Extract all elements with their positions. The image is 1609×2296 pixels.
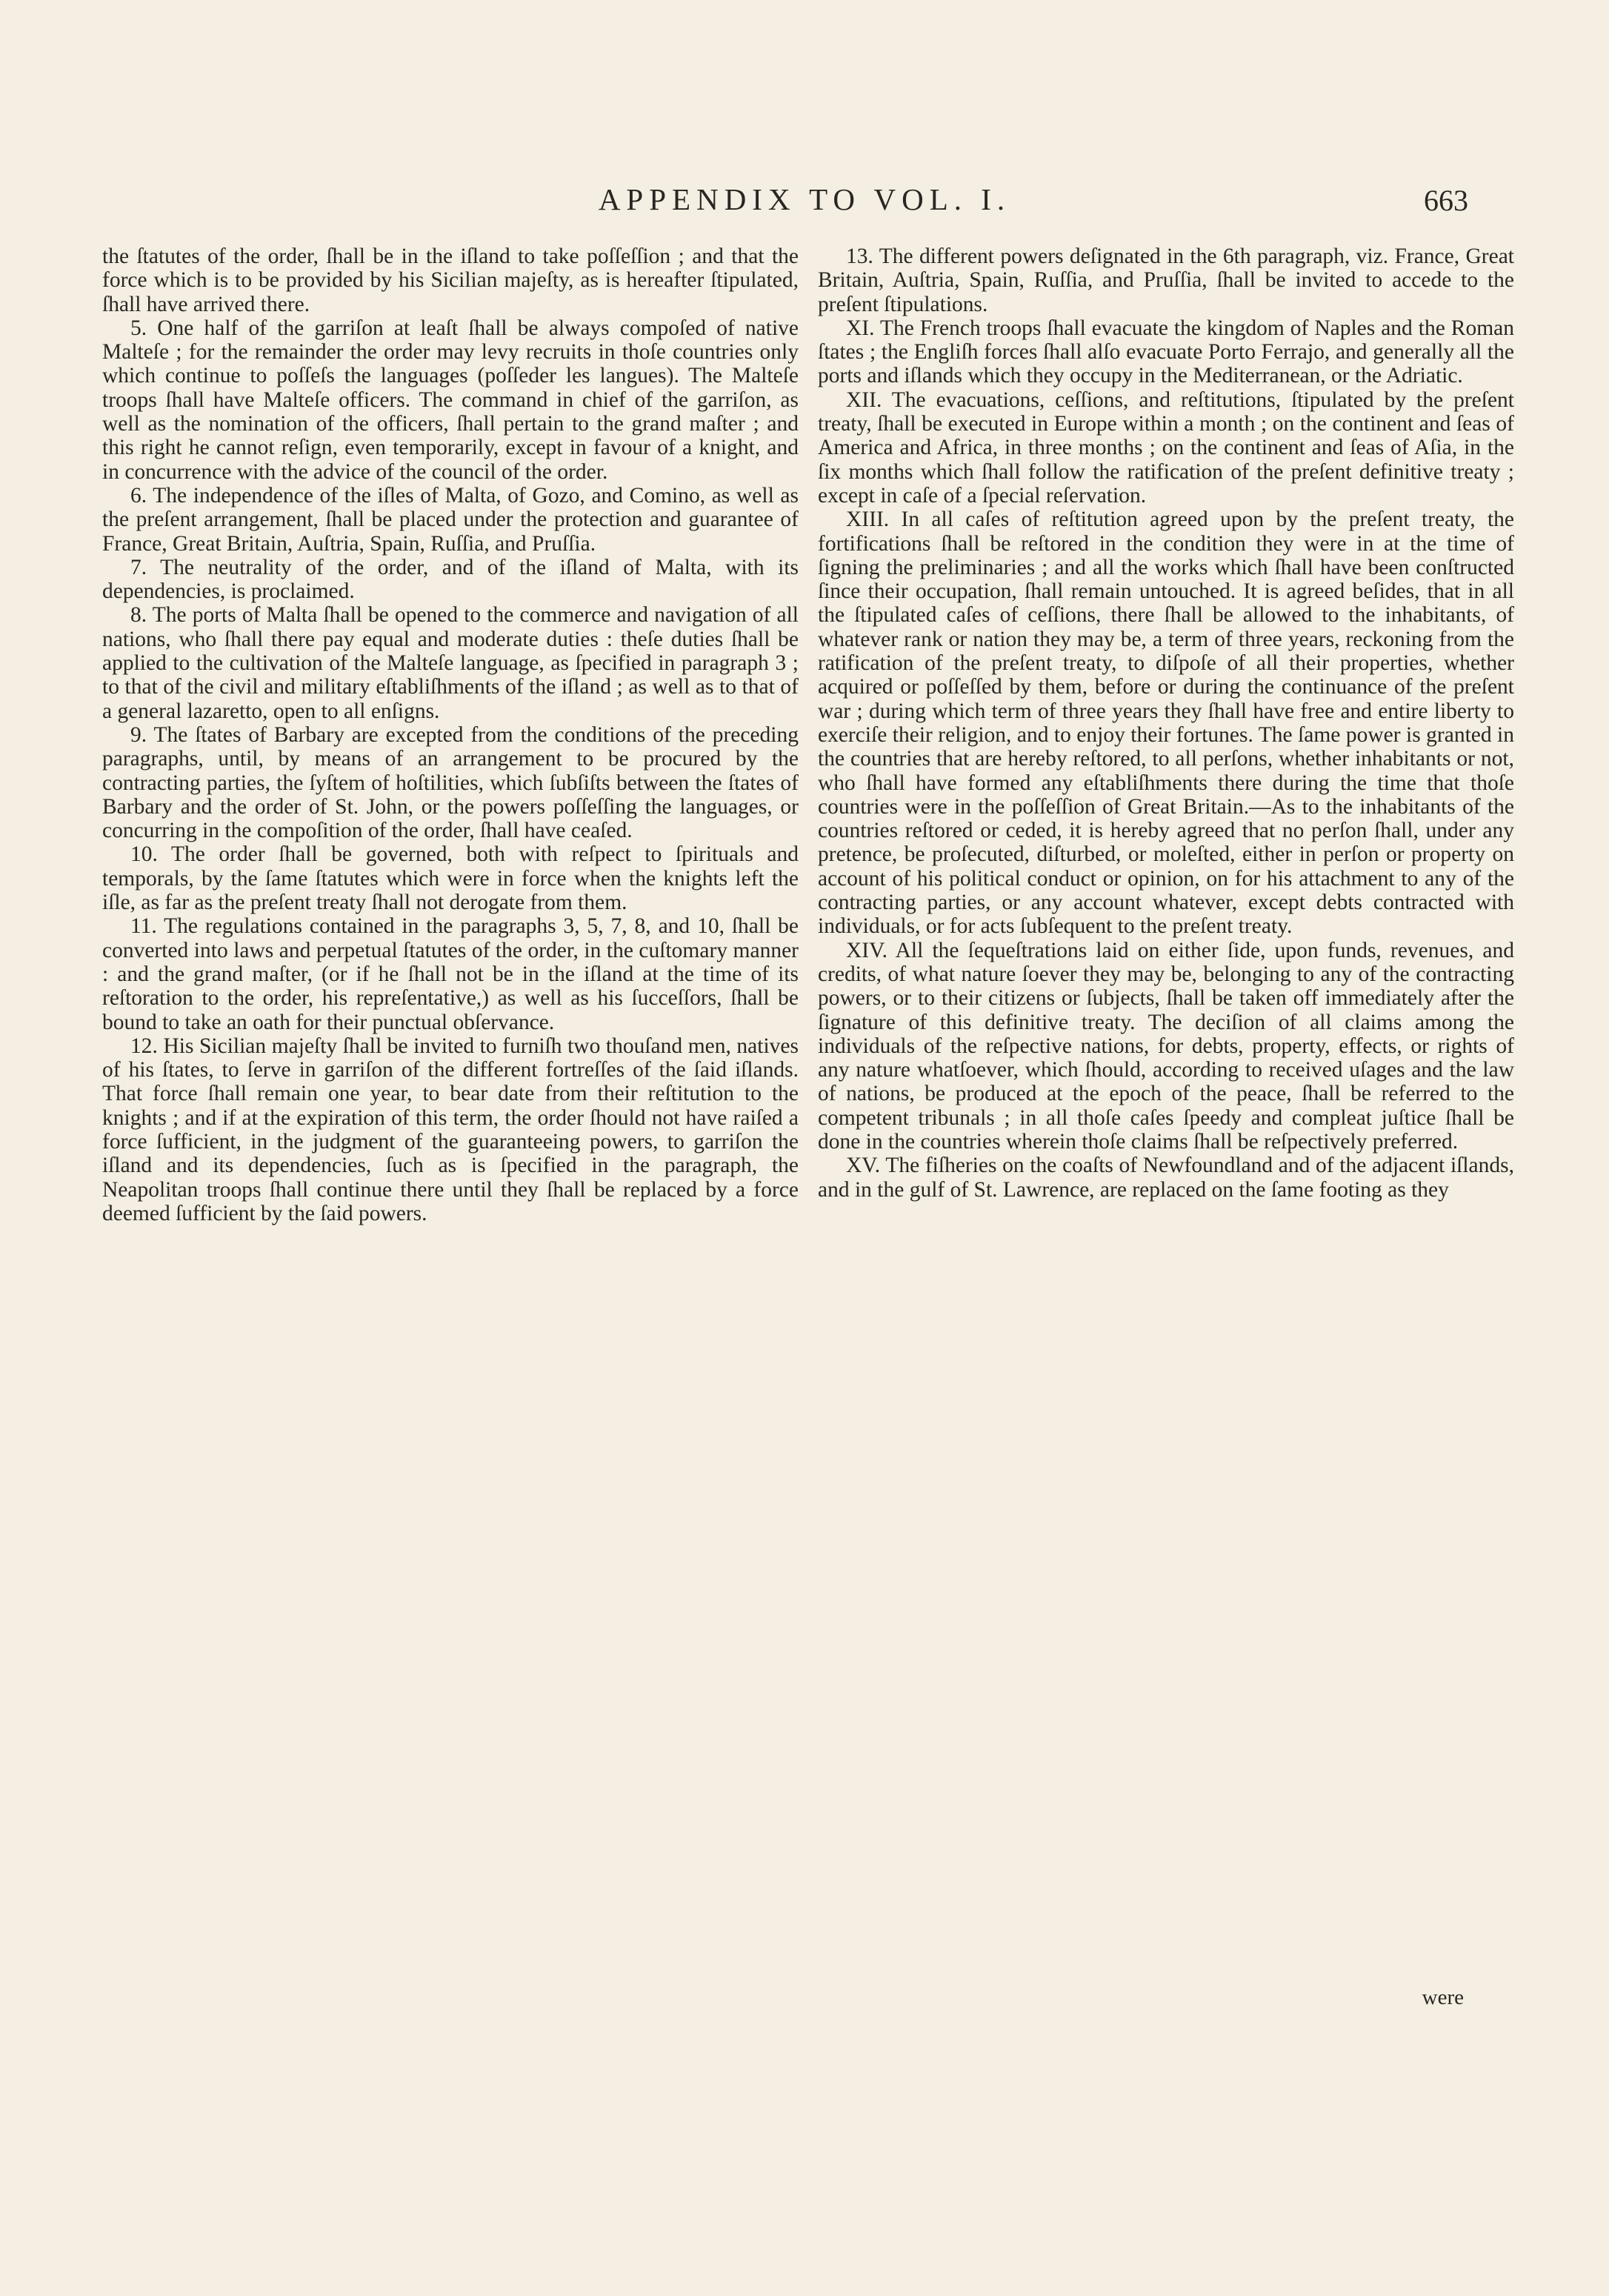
left-column [102, 244, 799, 1225]
paragraph: XV. The fiſheries on the coaſts of Newfoundland and of the adjacent iſlands, and in the gulf of St. Lawrence, are replaced on the ſame footing as they [818, 1154, 1514, 1202]
catchword: were [1422, 1986, 1464, 2009]
paragraph: 6. The independence of the iſles of Malta, of Gozo, and Comino, as well as the preſent arrangement, ſhall be placed under the protection and guarantee of France, Great Britain, Auſtria, Spain, Ruſſia, and Pruſſia. [102, 483, 799, 556]
paragraph: the ſtatutes of the order, ſhall be in the iſland to take poſſeſſion ; and that the force which is to be provided by his Sicilian majeſty, as is hereafter ſtipulated, ſhall have arrived there. [102, 244, 799, 316]
running-title: APPENDIX TO VOL. I. [598, 182, 1011, 216]
right-column [818, 244, 1514, 1202]
paragraph: 11. The regulations contained in the paragraphs 3, 5, 7, 8, and 10, ſhall be converted into laws and perpetual ſtatutes of the order, in the cuſtomary manner : and the grand maſter, (or if he ſhall not be in the iſland at the time of its reſtoration to the order, his repreſentative,) as well as his ſucceſſors, ſhall be bound to take an oath for their punctual obſervance. [102, 914, 799, 1034]
page-header [0, 182, 1609, 226]
paragraph: XIII. In all caſes of reſtitution agreed upon by the preſent treaty, the fortifications ſhall be reſtored in the condition they were in at the time of ſigning the preliminaries ; and all the works which ſhall have been conſtructed ſince their occupation, ſhall remain untouched. It is agreed beſides, that in all the ſtipulated caſes of ceſſions, there ſhall be allowed to the inhabitants, of whatever rank or nation they may be, a term of three years, reckoning from the ratification of the preſent treaty, to diſpoſe of all their properties, whether acquired or poſſeſſed by them, before or during the continuance of the preſent war ; during which term of three years they ſhall have free and entire liberty to exerciſe their religion, and to enjoy their fortunes. The ſame power is granted in the countries that are hereby reſtored, to all perſons, whether inhabitants or not, who ſhall have formed any eſtabliſhments there during the time that thoſe countries were in the poſſeſſion of Great Britain.—As to the inhabitants of the countries reſtored or ceded, it is hereby agreed that no perſon ſhall, under any pretence, be proſecuted, diſturbed, or moleſted, either in perſon or property on account of his political conduct or opinion, on for his attachment to any of the contracting parties, or any account whatever, except debts contracted with individuals, or for acts ſubſequent to the preſent treaty. [818, 508, 1514, 939]
paragraph: XIV. All the ſequeſtrations laid on either ſide, upon funds, revenues, and credits, of what nature ſoever they may be, belonging to any of the contracting powers, or to their citizens or ſubjects, ſhall be taken off immediately after the ſignature of this definitive treaty. The deciſion of all claims among the individuals of the reſpective nations, for debts, property, effects, or rights of any nature whatſoever, which ſhould, according to received uſages and the law of nations, be produced at the epoch of the peace, ſhall be referred to the competent tribunals ; in all thoſe caſes ſpeedy and compleat juſtice ſhall be done in the countries wherein thoſe claims ſhall be reſpectively preferred. [818, 938, 1514, 1154]
page-number: 663 [1424, 184, 1468, 217]
paragraph: 5. One half of the garriſon at leaſt ſhall be always compoſed of native Malteſe ; for the remainder the order may levy recruits in thoſe countries only which continue to poſſeſs the languages (poſſeder les langues). The Malteſe troops ſhall have Malteſe officers. The command in chief of the garriſon, as well as the nomination of the officers, ſhall pertain to the grand maſter ; and this right he cannot reſign, even temporarily, except in favour of a knight, and in concurrence with the advice of the council of the order. [102, 316, 799, 484]
paragraph: 12. His Sicilian majeſty ſhall be invited to furniſh two thouſand men, natives of his ſtates, to ſerve in garriſon of the different fortreſſes of the ſaid iſlands. That force ſhall remain one year, to bear date from their reſtitution to the knights ; and if at the expiration of this term, the order ſhould not have raiſed a force ſufficient, in the judgment of the guaranteeing powers, to garriſon the iſland and its dependencies, ſuch as is ſpecified in the paragraph, the Neapolitan troops ſhall continue there until they ſhall be replaced by a force deemed ſufficient by the ſaid powers. [102, 1034, 799, 1225]
paragraph: XII. The evacuations, ceſſions, and reſtitutions, ſtipulated by the preſent treaty, ſhall be executed in Europe within a month ; on the continent and ſeas of America and Africa, in three months ; on the continent and ſeas of Aſia, in the ſix months which ſhall follow the ratification of the preſent definitive treaty ; except in caſe of a ſpecial reſervation. [818, 387, 1514, 508]
paragraph: 10. The order ſhall be governed, both with reſpect to ſpirituals and temporals, by the ſame ſtatutes which were in force when the knights left the iſle, as far as the preſent treaty ſhall not derogate from them. [102, 842, 799, 915]
paragraph: 8. The ports of Malta ſhall be opened to the commerce and navigation of all nations, who ſhall there pay equal and moderate duties : theſe duties ſhall be applied to the cultivation of the Malteſe language, as ſpecified in paragraph 3 ; to that of the civil and military eſtabliſhments of the iſland ; as well as to that of a general lazaretto, open to all enſigns. [102, 603, 799, 723]
paragraph: 13. The different powers deſignated in the 6th paragraph, viz. France, Great Britain, Auſtria, Spain, Ruſſia, and Pruſſia, ſhall be invited to accede to the preſent ſtipulations. [818, 244, 1514, 316]
paragraph: 7. The neutrality of the order, and of the iſland of Malta, with its dependencies, is proclaimed. [102, 555, 799, 604]
paragraph: XI. The French troops ſhall evacuate the kingdom of Naples and the Roman ſtates ; the Engliſh forces ſhall alſo evacuate Porto Ferrajo, and generally all the ports and iſlands which they occupy in the Mediterranean, or the Adriatic. [818, 316, 1514, 388]
paragraph: 9. The ſtates of Barbary are excepted from the conditions of the preceding paragraphs, until, by means of an arrangement to be procured by the contracting parties, the ſyſtem of hoſtilities, which ſubſiſts between the ſtates of Barbary and the order of St. John, or the powers poſſeſſing the languages, or concurring in the compoſition of the order, ſhall have ceaſed. [102, 722, 799, 843]
